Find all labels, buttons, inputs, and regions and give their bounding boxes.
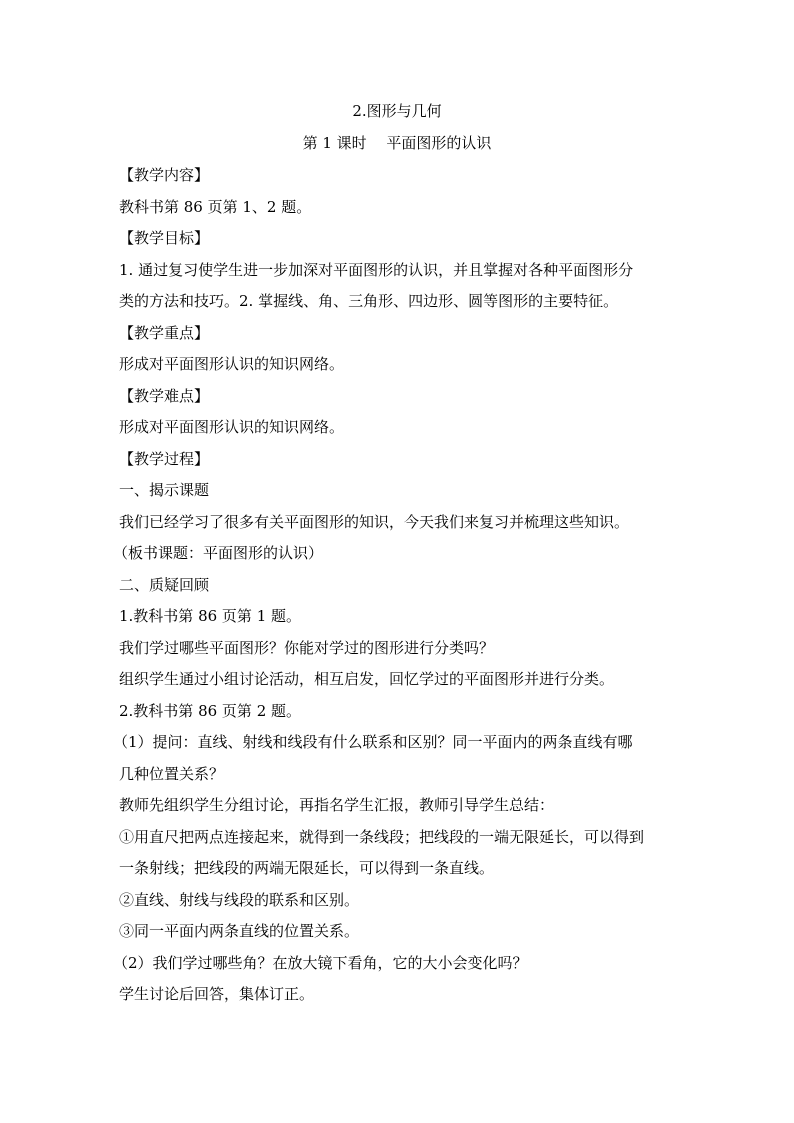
paragraph-line: 1. 通过复习使学生进一步加深对平面图形的认识，并且掌握对各种平面图形分 [119,260,634,279]
paragraph-line: 教科书第 86 页第 1、2 题。 [119,197,312,216]
section-heading-teaching-goals: 【教学目标】 [119,229,210,247]
paragraph-line: ③同一平面内两条直线的位置关系。 [119,922,360,940]
paragraph-line: 组织学生通过小组讨论活动，相互启发，回忆学过的平面图形并进行分类。 [119,670,615,688]
paragraph-line: ②直线、射线与线段的联系和区别。 [119,890,360,909]
document-title: 2.图形与几何 [352,102,442,120]
paragraph-line: （1）提问：直线、射线和线段有什么联系和区别？同一平面内的两条直线有哪 [113,733,633,751]
subsection-heading: 二、质疑回顾 [119,575,210,594]
paragraph-line: 一条射线；把线段的两端无限延长，可以得到一条直线。 [119,859,495,877]
paragraph-line: （2）我们学过哪些角？在放大镜下看角，它的大小会变化吗？ [113,953,528,972]
paragraph-line: （板书课题：平面图形的认识） [113,544,324,562]
section-heading-difficulties: 【教学难点】 [119,386,210,405]
lesson-subtitle: 第 1 课时 平面图形的认识 [302,134,492,152]
paragraph-line: 2.教科书第 86 页第 2 题。 [119,701,302,720]
section-heading-key-points: 【教学重点】 [119,323,210,342]
paragraph-line: 1.教科书第 86 页第 1 题。 [119,607,302,625]
section-heading-teaching-process: 【教学过程】 [119,449,210,468]
paragraph-line: 我们学过哪些平面图形？你能对学过的图形进行分类吗？ [119,638,495,657]
paragraph-line: 几种位置关系？ [119,764,225,783]
paragraph-line: 学生讨论后回答，集体订正。 [119,985,315,1003]
paragraph-line: 类的方法和技巧。2. 掌握线、角、三角形、四边形、圆等图形的主要特征。 [119,292,619,310]
paragraph-line: ①用直尺把两点连接起来，就得到一条线段；把线段的一端无限延长，可以得到 [119,827,645,846]
section-heading-teaching-content: 【教学内容】 [119,166,210,184]
subsection-heading: 一、揭示课题 [119,481,210,499]
paragraph-line: 教师先组织学生分组讨论，再指名学生汇报，教师引导学生总结： [119,796,555,814]
document-body [113,160,679,1011]
paragraph-line: 形成对平面图形认识的知识网络。 [119,418,345,436]
paragraph-line: 我们已经学习了很多有关平面图形的知识，今天我们来复习并梳理这些知识。 [119,512,630,531]
paragraph-line: 形成对平面图形认识的知识网络。 [119,355,345,373]
